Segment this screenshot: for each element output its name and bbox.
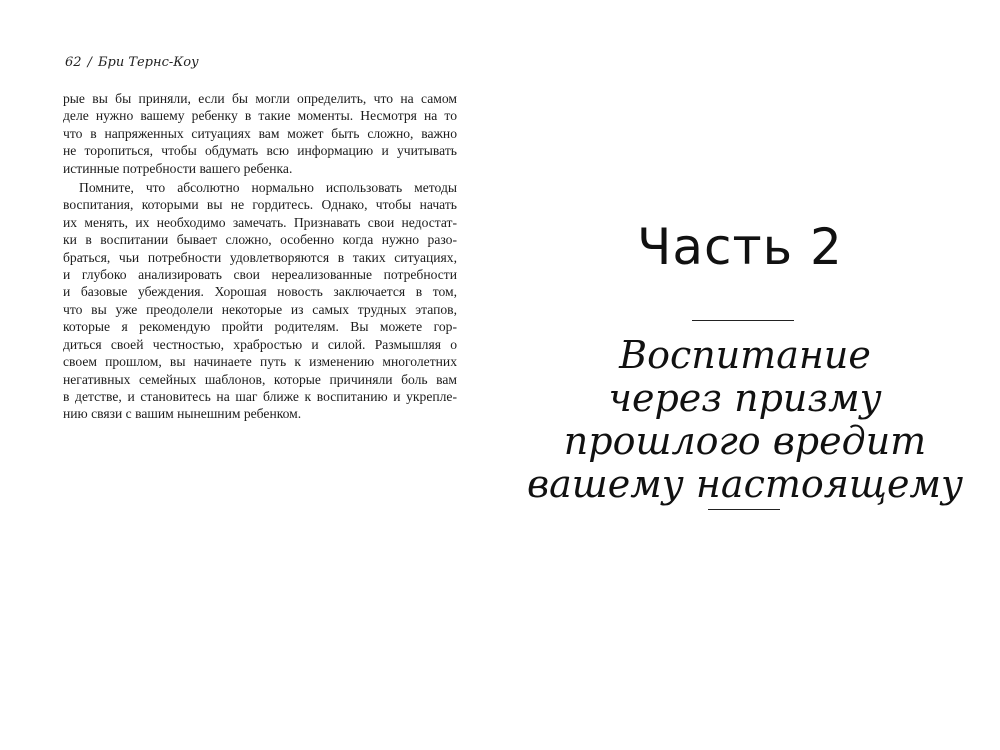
- text-line: нию связи с вашим нынешним ребенком.: [63, 406, 302, 422]
- text-line: их менять, их необходимо замечать. Признавать свои недостат-: [63, 214, 457, 230]
- running-head-author: Бри Тернс-Коу: [97, 55, 199, 70]
- body-text: [63, 90, 457, 423]
- text-line: истинные потребности вашего ребенка.: [63, 160, 293, 176]
- paragraph-2: [63, 179, 457, 423]
- text-line: рые вы бы приняли, если бы могли определить, что на самом: [63, 91, 457, 106]
- subtitle-line: прошлого вредит: [563, 419, 927, 463]
- subtitle-line: Воспитание: [619, 333, 871, 377]
- text-line: что вы уже преодолели некоторые из самых трудных этапов,: [63, 301, 457, 317]
- text-line: деле нужно вашему ребенку в такие моменты. Несмотря на то: [63, 108, 457, 124]
- page-number: 62: [65, 55, 82, 70]
- part-title: Часть 2: [637, 218, 843, 276]
- text-line: ки в воспитании бывает сложно, особенно когда нужно разо-: [63, 232, 457, 248]
- text-line: диться своей честностью, храбростью и силой. Размышляя о: [63, 336, 457, 352]
- text-line: воспитания, которыми вы не гордитесь. Однако, чтобы начать: [63, 197, 457, 213]
- text-line: негативных семейных шаблонов, которые причиняли боль вам: [63, 371, 457, 387]
- running-head: [65, 55, 199, 70]
- ornament-rule-top: [692, 320, 794, 321]
- text-line: своем прошлом, вы начинаете путь к изменению многолетних: [63, 354, 457, 370]
- paragraph-1: [63, 90, 457, 177]
- subtitle-line: через призму: [608, 376, 882, 420]
- text-line: браться, чьи потребности удовлетворяются в таких ситуациях,: [63, 249, 457, 265]
- subtitle-line: вашему настоящему: [527, 462, 963, 506]
- text-line: что в напряженных ситуациях вам может быть сложно, важно: [63, 125, 457, 141]
- part-subtitle: [500, 334, 990, 506]
- text-line: и базовые убеждения. Хорошая новость заключается в том,: [63, 284, 457, 300]
- right-page: [500, 0, 1000, 750]
- text-line: и глубоко анализировать свои нереализованные потребности: [63, 267, 457, 283]
- text-line: Помните, что абсолютно нормально использовать методы: [79, 180, 457, 196]
- running-head-separator: /: [87, 55, 92, 70]
- text-line: в детстве, и становитесь на шаг ближе к воспитанию и укрепле-: [63, 388, 457, 404]
- text-line: которые я рекомендую пройти родителям. Вы можете гор-: [63, 319, 457, 335]
- ornament-rule-bottom: [708, 509, 780, 510]
- text-line: не торопиться, чтобы обдумать всю информацию и учитывать: [63, 143, 457, 159]
